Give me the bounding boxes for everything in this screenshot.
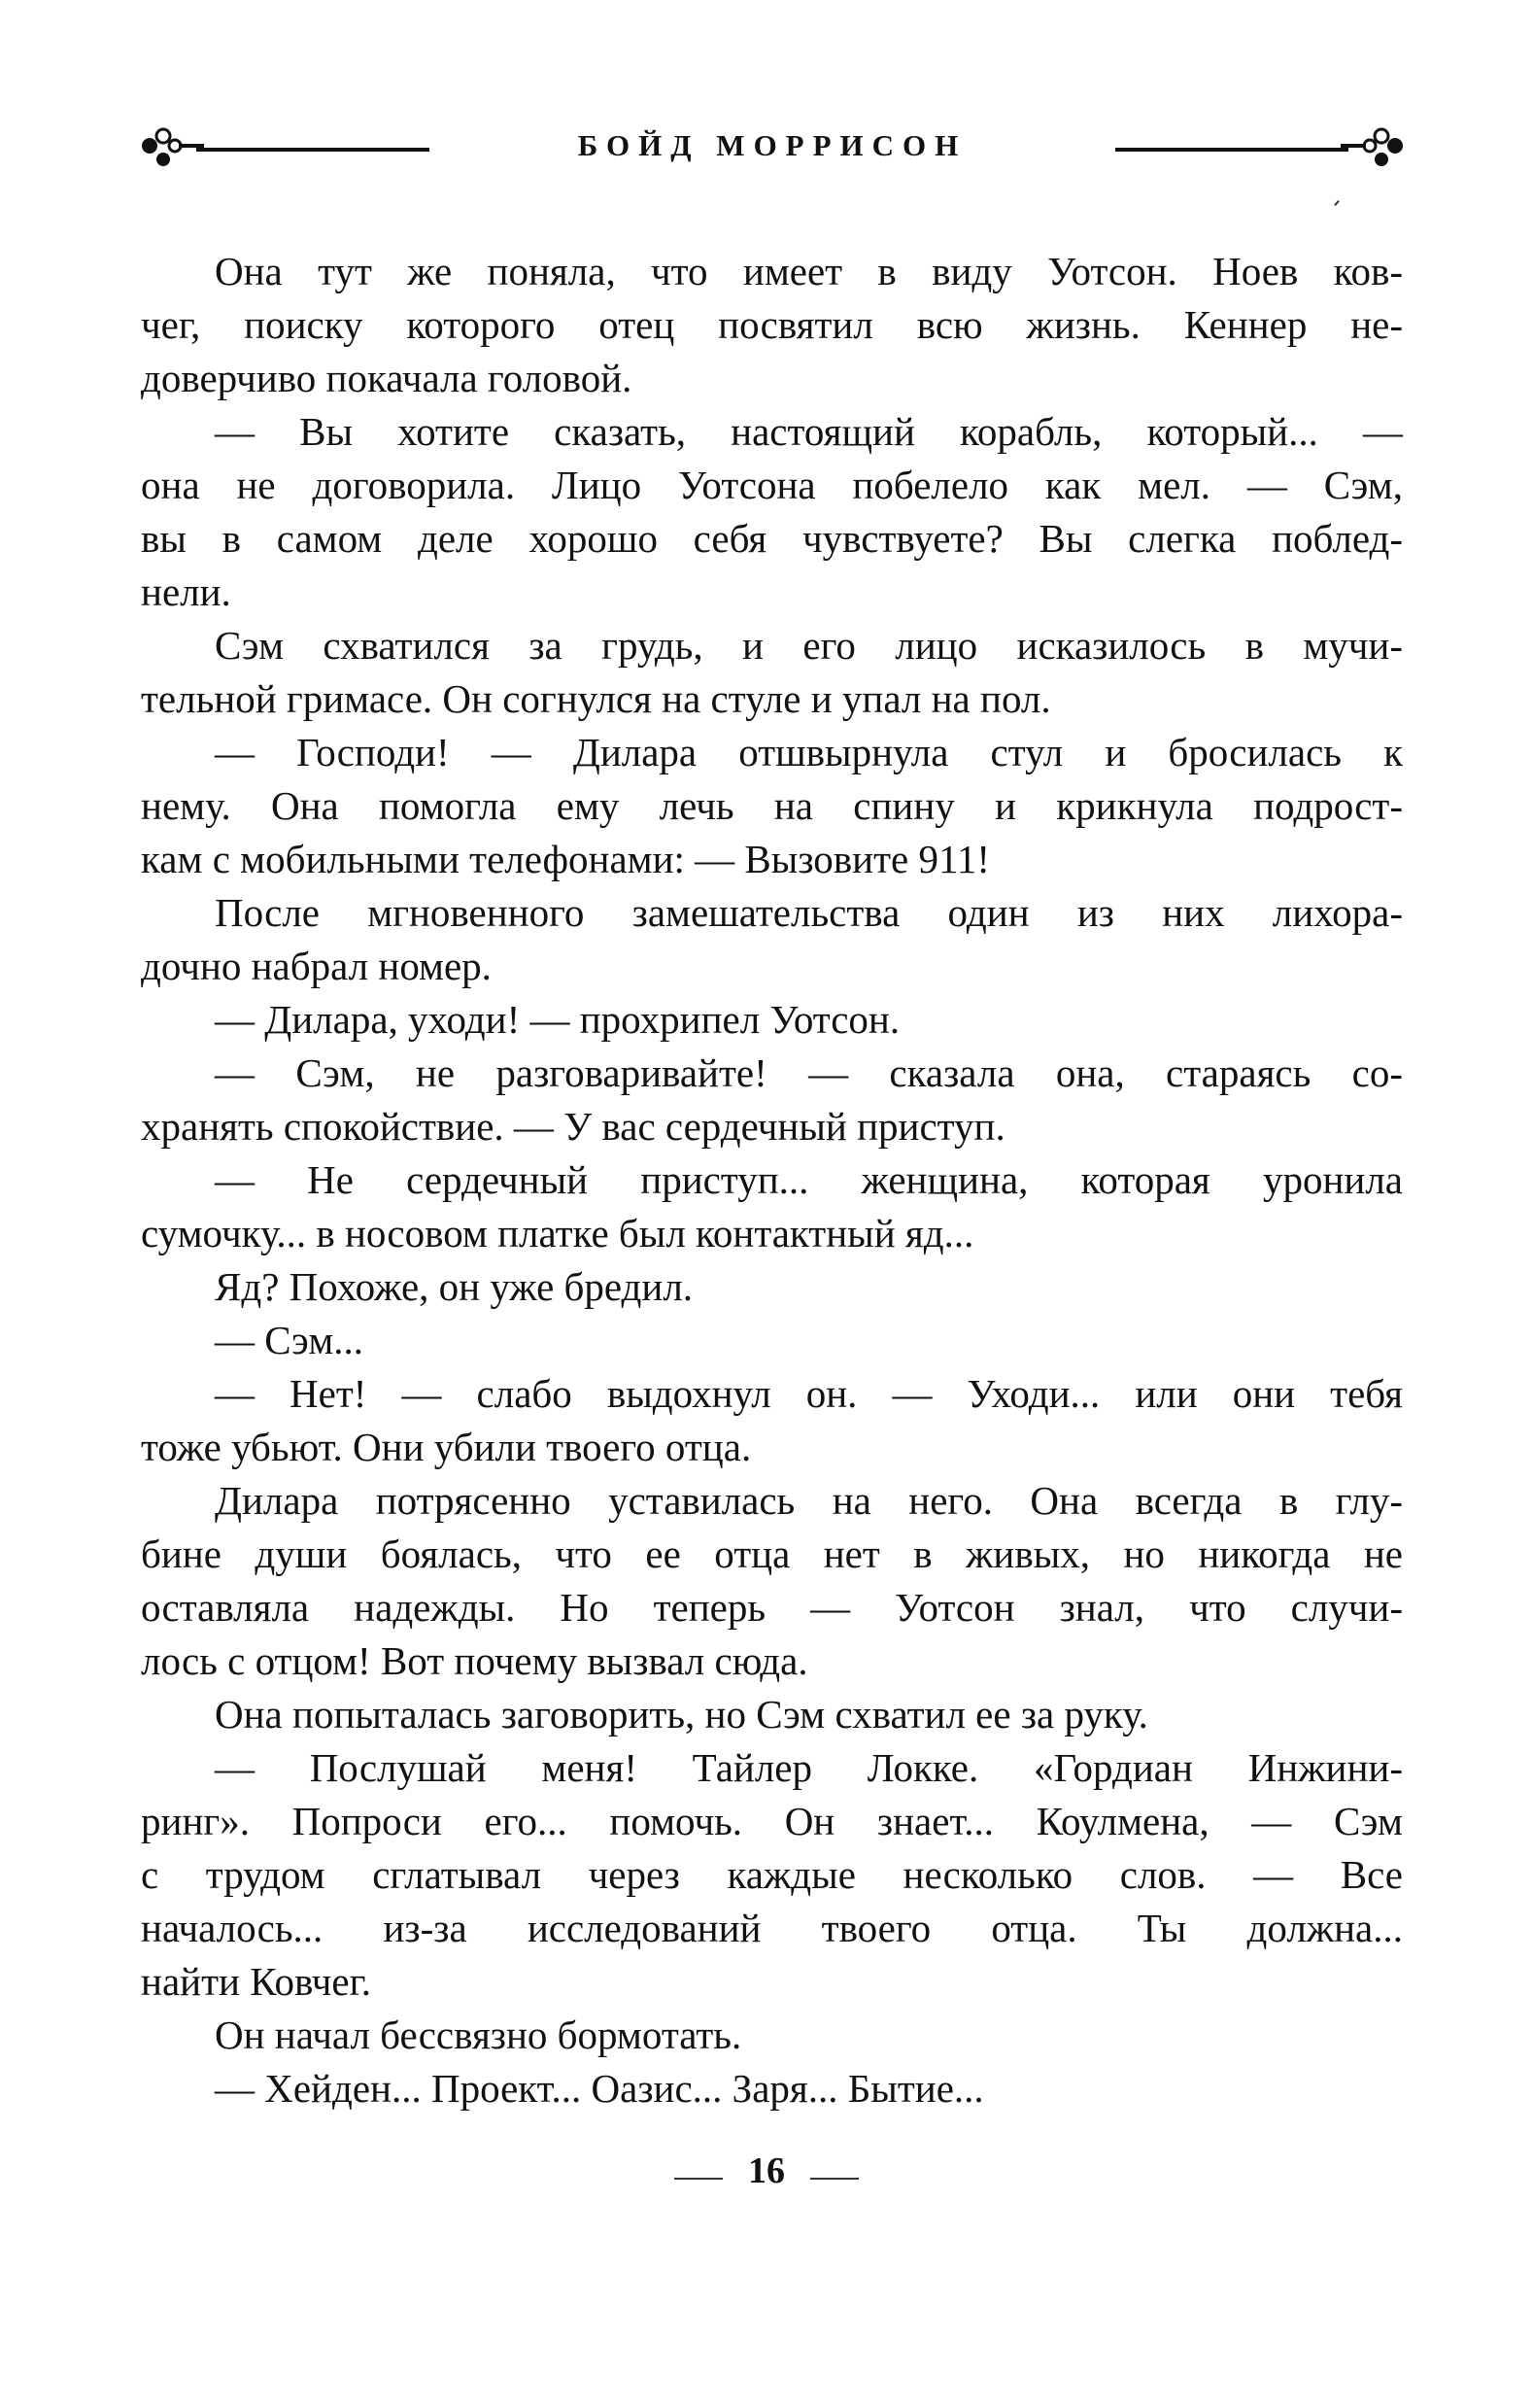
- header-title-wrap: [447, 126, 1098, 165]
- book-author-title: БОЙД МОРРИСОН: [577, 128, 968, 162]
- text-line: тельной гримасе. Он согнулся на стуле и упал на пол.: [141, 676, 1051, 721]
- text-line: оставляла надежды. Но теперь — Уотсон знал, что случи-: [141, 1585, 1403, 1630]
- text-line: найти Ковчег.: [141, 1959, 372, 2004]
- text-line: — Дилара, уходи! — прохрипел Уотсон.: [215, 997, 901, 1042]
- text-line: Она тут же поняла, что имеет в виду Уотсон. Ноев ков-: [215, 249, 1403, 293]
- text-line: с трудом сглатывал через каждые несколько слов. — Все: [141, 1852, 1403, 1897]
- header-rule-right: [1115, 148, 1348, 152]
- text-line: — Сэм...: [215, 1318, 364, 1362]
- text-line: — Не сердечный приступ... женщина, которая уронила: [215, 1157, 1403, 1202]
- text-line: Яд? Похоже, он уже бредил.: [215, 1264, 694, 1309]
- scan-speck: [1334, 200, 1339, 206]
- page-body-text: [141, 245, 1403, 2116]
- text-line: Сэм схватился за грудь, и его лицо исказилось в мучи-: [215, 623, 1403, 668]
- text-line: кам с мобильными телефонами: — Вызовите 911!: [141, 837, 991, 881]
- text-line: — Нет! — слабо выдохнул он. — Уходи... или они тебя: [215, 1371, 1403, 1416]
- page-number-dash-right: [810, 2178, 859, 2180]
- header-rule-left: [196, 148, 429, 152]
- text-line: дочно набрал номер.: [141, 944, 492, 988]
- floral-ornament-icon: [1341, 124, 1409, 169]
- text-line: тоже убьют. Они убили твоего отца.: [141, 1425, 752, 1469]
- text-line: — Вы хотите сказать, настоящий корабль, который... —: [215, 409, 1403, 454]
- text-line: сумочку... в носовом платке был контактный яд...: [141, 1211, 974, 1256]
- text-line: вы в самом деле хорошо себя чувствуете? Вы слегка поблед-: [141, 516, 1403, 561]
- text-line: началось... из-за исследований твоего отца. Ты должна...: [141, 1906, 1403, 1950]
- text-line: Дилара потрясенно уставилась на него. Она всегда в глу-: [215, 1478, 1403, 1523]
- text-line: — Господи! — Дилара отшвырнула стул и бросилась к: [215, 730, 1403, 774]
- page-number-footer: [0, 2150, 1533, 2200]
- text-line: нели.: [141, 569, 231, 614]
- text-line: Он начал бессвязно бормотать.: [215, 2012, 742, 2057]
- text-line: хранять спокойствие. — У вас сердечный приступ.: [141, 1104, 1005, 1149]
- text-line: чег, поиску которого отец посвятил всю жизнь. Кеннер не-: [141, 302, 1403, 347]
- floral-ornament-icon: [136, 124, 204, 169]
- text-line: лось с отцом! Вот почему вызвал сюда.: [141, 1638, 808, 1683]
- text-line: она не договорила. Лицо Уотсона побелело как мел. — Сэм,: [141, 463, 1403, 507]
- text-line: — Сэм, не разговаривайте! — сказала она, стараясь со-: [215, 1050, 1403, 1095]
- text-line: нему. Она помогла ему лечь на спину и крикнула подрост-: [141, 783, 1403, 828]
- text-line: доверчиво покачала головой.: [141, 356, 632, 400]
- text-line: ринг». Попроси его... помочь. Он знает... Коулмена, — Сэм: [141, 1799, 1403, 1843]
- page-number: 16: [748, 2150, 785, 2191]
- text-line: Она попыталась заговорить, но Сэм схватил ее за руку.: [215, 1692, 1148, 1737]
- text-line: бине души боялась, что ее отца нет в живых, но никогда не: [141, 1531, 1403, 1576]
- running-header: [136, 117, 1409, 175]
- text-line: — Хейден... Проект... Оазис... Заря... Бытие...: [215, 2066, 984, 2111]
- text-line: — Послушай меня! Тайлер Локке. «Гордиан Инжини-: [215, 1745, 1403, 1790]
- page-number-dash-left: [674, 2178, 723, 2180]
- text-line: После мгновенного замешательства один из них лихора-: [215, 890, 1403, 935]
